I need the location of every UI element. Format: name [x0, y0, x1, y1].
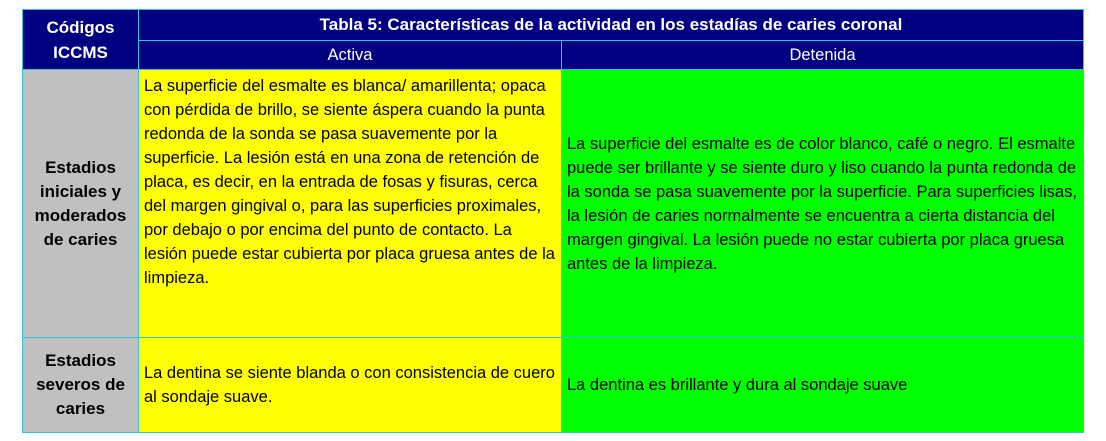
- table-row: [23, 338, 1084, 433]
- table-row: [23, 70, 1084, 338]
- codes-header-line1: Códigos: [46, 17, 115, 37]
- cell-stopped-initial-moderate: La superficie del esmalte es de color blanco, café o negro. El esmalte puede ser brillante y se siente duro y liso cuando la punta redonda de la sonda se pasa suavemente por la superficie. Para superficies lisas, la lesión de caries normalmente se encuentra a cierta distancia del margen gingival. La lesión puede no estar cubierta por placa gruesa antes de la limpieza.: [562, 70, 1084, 338]
- column-header-stopped: Detenida: [562, 41, 1084, 70]
- row-label-initial-moderate: Estadios iniciales y moderados de caries: [23, 70, 139, 338]
- caries-activity-table: [22, 9, 1084, 433]
- iccms-codes-header: [23, 10, 139, 70]
- cell-stopped-severe: La dentina es brillante y dura al sondaje suave: [562, 338, 1084, 433]
- cell-active-severe: La dentina se siente blanda o con consistencia de cuero al sondaje suave.: [139, 338, 562, 433]
- cell-active-initial-moderate: La superficie del esmalte es blanca/ amarillenta; opaca con pérdida de brillo, se siente áspera cuando la punta redonda de la sonda se pasa suavemente por la superficie. La lesión está en una zona de retención de placa, es decir, en la entrada de fosas y fisuras, cerca del margen gingival o, para las superficies proximales, por debajo o por encima del punto de contacto. La lesión puede estar cubierta por placa gruesa antes de la limpieza.: [139, 70, 562, 338]
- column-header-active: Activa: [139, 41, 562, 70]
- codes-header-line2: ICCMS: [53, 42, 108, 62]
- table-title: Tabla 5: Características de la actividad en los estadías de caries coronal: [139, 10, 1084, 41]
- row-label-severe: Estadios severos de caries: [23, 338, 139, 433]
